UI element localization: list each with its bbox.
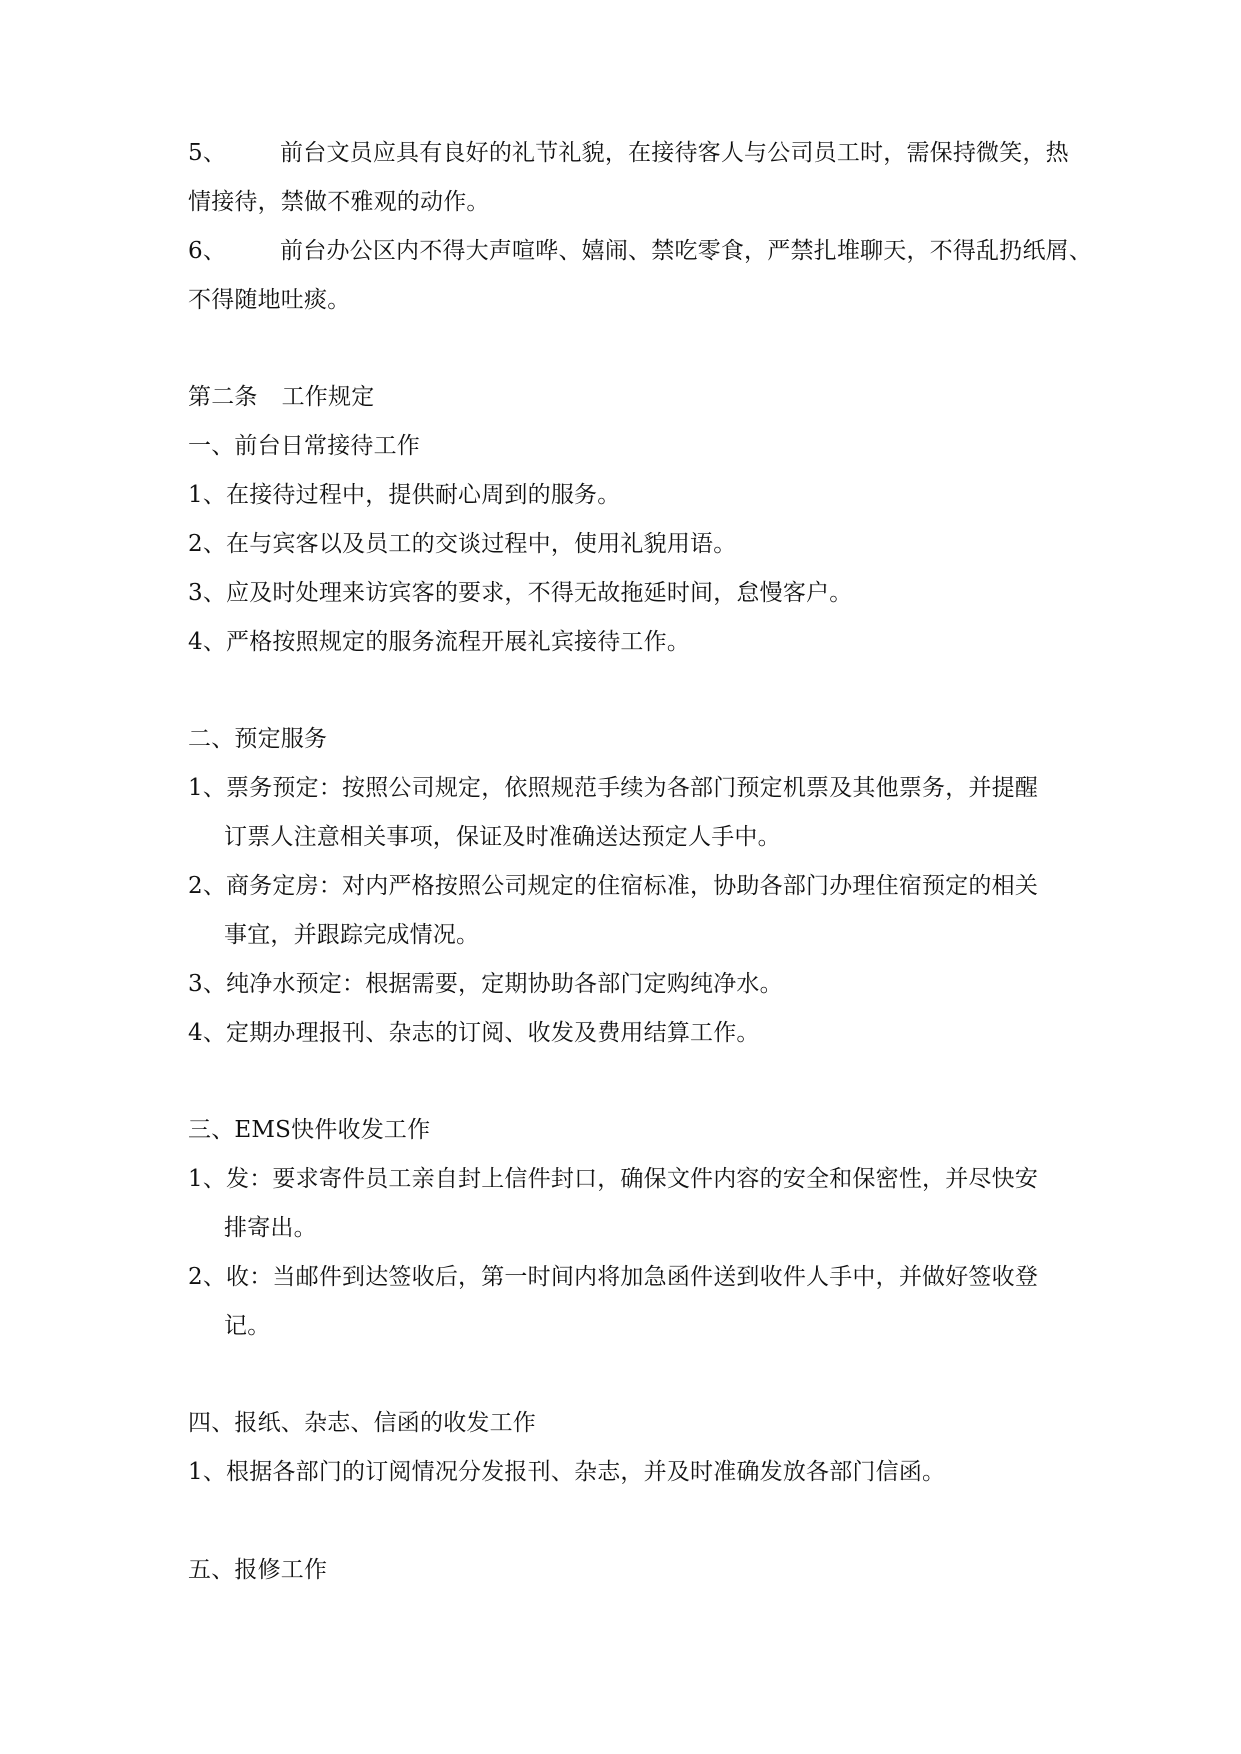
section-2-title: 二、预定服务 — [188, 726, 328, 752]
rule-5-text: 前台文员应具有良好的礼节礼貌，在接待客人与公司员工时，需保持微笑，热 — [280, 140, 1069, 166]
article-heading — [188, 382, 374, 412]
section-3-item-1-line-1: 1、发：要求寄件员工亲自封上信件封口，确保文件内容的安全和保密性，并尽快安 — [188, 1166, 1039, 1192]
rule-6-text: 前台办公区内不得大声喧哗、嬉闹、禁吃零食，严禁扎堆聊天，不得乱扔纸屑、 — [280, 238, 1093, 264]
rule-6-line-1 — [188, 236, 1092, 266]
section-3-item-2-line-2: 记。 — [224, 1313, 271, 1339]
section-2-item-2-line-1: 2、商务定房：对内严格按照公司规定的住宿标准，协助各部门办理住宿预定的相关 — [188, 873, 1039, 899]
section-2-item-2-line-2: 事宜，并跟踪完成情况。 — [224, 922, 480, 948]
section-2-item-4: 4、定期办理报刊、杂志的订阅、收发及费用结算工作。 — [188, 1020, 760, 1046]
rule-6-line-2: 不得随地吐痰。 — [188, 287, 351, 313]
section-3-item-1-line-2: 排寄出。 — [224, 1215, 317, 1241]
section-5-title: 五、报修工作 — [188, 1557, 328, 1583]
section-1-title: 一、前台日常接待工作 — [188, 433, 420, 459]
section-4-title: 四、报纸、杂志、信函的收发工作 — [188, 1410, 536, 1436]
section-1-item-1: 1、在接待过程中，提供耐心周到的服务。 — [188, 482, 621, 508]
section-3-title: 三、EMS快件收发工作 — [188, 1117, 431, 1143]
rule-5-line-1 — [188, 138, 1069, 168]
section-2-item-1-line-1: 1、票务预定：按照公司规定，依照规范手续为各部门预定机票及其他票务，并提醒 — [188, 775, 1039, 801]
section-1-item-2: 2、在与宾客以及员工的交谈过程中，使用礼貌用语。 — [188, 531, 737, 557]
section-1-item-3: 3、应及时处理来访宾客的要求，不得无故拖延时间，怠慢客户。 — [188, 580, 853, 606]
article-label: 第二条 — [188, 384, 258, 410]
rule-5-line-2: 情接待，禁做不雅观的动作。 — [188, 189, 490, 215]
section-2-item-3: 3、纯净水预定：根据需要，定期协助各部门定购纯净水。 — [188, 971, 783, 997]
section-2-item-1-line-2: 订票人注意相关事项，保证及时准确送达预定人手中。 — [224, 824, 781, 850]
section-3-item-2-line-1: 2、收：当邮件到达签收后，第一时间内将加急函件送到收件人手中，并做好签收登 — [188, 1264, 1039, 1290]
article-title: 工作规定 — [281, 384, 375, 410]
rule-6-number: 6、 — [188, 238, 227, 264]
section-4-item-1: 1、根据各部门的订阅情况分发报刊、杂志，并及时准确发放各部门信函。 — [188, 1459, 946, 1485]
section-1-item-4: 4、严格按照规定的服务流程开展礼宾接待工作。 — [188, 629, 691, 655]
rule-5-number: 5、 — [188, 140, 227, 166]
